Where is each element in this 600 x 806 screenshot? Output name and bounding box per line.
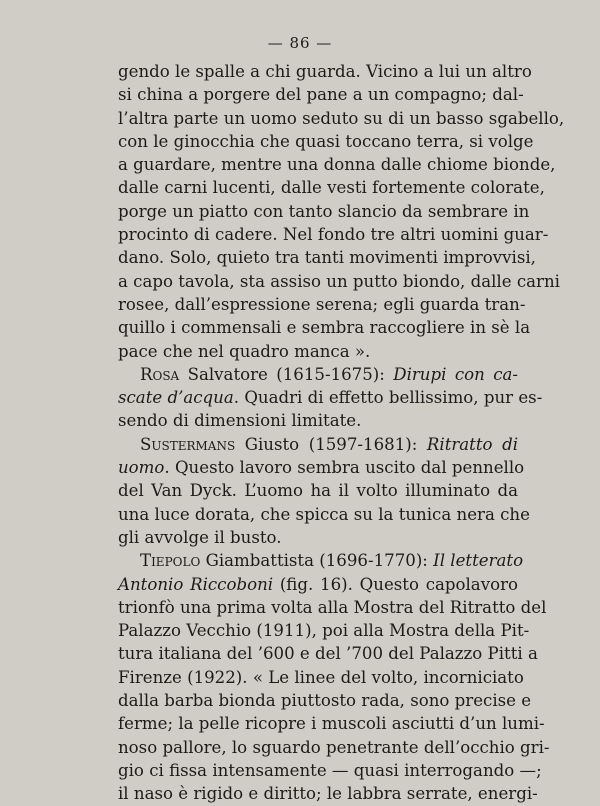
entry-heading-tiepolo (118, 549, 524, 572)
text-fragment: . Quadri di effetto bellissimo, pur es- (233, 388, 543, 408)
artist-name: Sustermans (140, 434, 236, 454)
work-title: scate d’acqua (118, 388, 234, 408)
text-line: una luce dorata, che spicca su la tunica nera che (118, 504, 530, 524)
text-line: noso pallore, lo sguardo penetrante dell’occhio gri- (118, 737, 550, 757)
text-line: pace che nel quadro manca ». (118, 341, 371, 361)
artist-dates: Giambattista (1696-1770): (200, 551, 434, 571)
work-title: Ritratto di (426, 434, 518, 454)
entry-heading-rosa (118, 363, 518, 386)
text-line: a guardare, mentre una donna dalle chiome bionde, (118, 155, 556, 175)
text-line: dano. Solo, quieto tra tanti movimenti improvvisi, (118, 248, 536, 268)
page-number: — 86 — (267, 34, 333, 52)
work-title: Dirupi con ca- (393, 364, 518, 384)
text-fragment: . Questo lavoro sembra uscito dal pennello (164, 458, 525, 478)
entry-heading-sustermans (118, 433, 518, 456)
text-line: a capo tavola, sta assiso un putto biondo, dalle carni (118, 271, 560, 291)
text-line: Palazzo Vecchio (1911), poi alla Mostra della Pit- (118, 621, 530, 641)
text-line: l’altra parte un uomo seduto su di un basso sgabello, (118, 108, 565, 128)
text-line: il naso è rigido e diritto; le labbra serrate, energi- (118, 784, 538, 804)
text-line: rosee, dall’espressione serena; egli guarda tran- (118, 294, 526, 314)
text-line: porge un piatto con tanto slancio da sembrare in (118, 201, 530, 221)
text-line (118, 573, 518, 596)
text-fragment: (fig. 16). Questo capolavoro (273, 574, 518, 594)
work-title: uomo (118, 458, 165, 478)
text-line: gli avvolge il busto. (118, 527, 282, 547)
work-title: Antonio Riccoboni (118, 574, 274, 594)
text-line: del Van Dyck. L’uomo ha il volto illuminato da (118, 481, 518, 501)
text-line: Firenze (1922). « Le linee del volto, incorniciato (118, 667, 524, 687)
text-line: si china a porgere del pane a un compagno; dal- (118, 85, 524, 105)
text-line: tura italiana del ’600 e del ’700 del Palazzo Pitti a (118, 644, 538, 664)
text-line: procinto di cadere. Nel fondo tre altri uomini guar- (118, 225, 549, 245)
text-line: ferme; la pelle ricopre i muscoli asciutti d’un lumi- (118, 714, 545, 734)
artist-name: Rosa (140, 364, 180, 384)
work-title: Il letterato (433, 551, 524, 571)
text-line: sendo di dimensioni limitate. (118, 411, 362, 431)
text-line: con le ginocchia che quasi toccano terra, si volge (118, 131, 534, 151)
artist-name: Tiepolo (140, 551, 201, 571)
text-line (118, 386, 543, 409)
artist-dates: Salvatore (1615-1675): (179, 364, 394, 384)
text-line: gendo le spalle a chi guarda. Vicino a lui un altro (118, 62, 532, 81)
text-line: quillo i commensali e sembra raccogliere in sè la (118, 318, 531, 338)
text-line: dalla barba bionda piuttosto rada, sono precise e (118, 691, 532, 711)
artist-dates: Giusto (1597-1681): (235, 434, 427, 454)
body-text (118, 60, 565, 806)
text-line (118, 456, 525, 479)
text-line: dalle carni lucenti, dalle vesti fortemente colorate, (118, 178, 545, 198)
text-line: trionfò una prima volta alla Mostra del Ritratto del (118, 597, 547, 617)
text-line: gio ci fissa intensamente — quasi interrogando —; (118, 760, 542, 780)
